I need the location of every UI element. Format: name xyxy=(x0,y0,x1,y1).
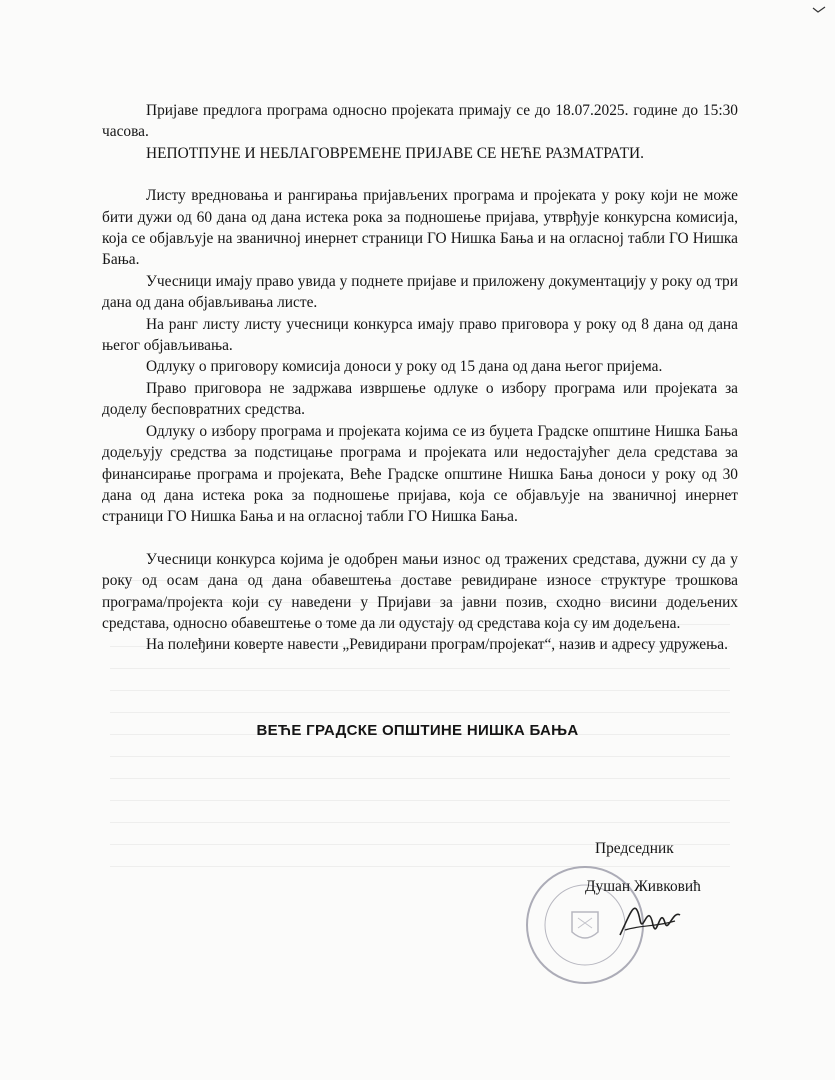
signatory-name: Душан Живковић xyxy=(585,878,701,895)
signatory-title: Председник xyxy=(595,840,674,857)
paragraph-no-suspension: Право приговора не задржава извршење одлуке о избору програма или пројеката за доделу бесповратних средства. xyxy=(102,379,738,419)
corner-mark xyxy=(812,6,826,14)
paragraph-submission-deadline: Пријаве предлога програма односно пројеката примају се до 18.07.2025. године до 15:30 часова. xyxy=(102,102,738,141)
paragraph-inspection-right: Учесници имају право увида у поднете пријаве и приложену документацију у року од три дана од дана објављивања листе. xyxy=(102,272,738,312)
paragraph-objection-right: На ранг листу листу учесници конкурса имају право приговора у року од 8 дана од дана његог објављивања. xyxy=(102,315,738,355)
paragraph-evaluation-list: Листу вредновања и рангирања пријављених програма и пројеката у року који не може бити дужи од 60 дана од дана истека рока за подношење пријава, утврђује конкурсна комисија, која се објављује на званичној инернет страници ГО Нишка Бања и на огласној табли ГО Нишка Бања. xyxy=(102,187,738,269)
paragraph-reduced-amount: Учесници конкурса којима је одобрен мањи износ од тражених средстава, дужни су да у року од осам дана од дана обавештења доставе ревидиране износе структуре трошкова програма/пројекта који су наведени у Пријави за јавни позив, сходно висини додељених средстава, односно обавештење о томе да ли одустају од средстава која су им додељена. xyxy=(102,550,738,632)
paragraph-incomplete-warning: НЕПОТПУНЕ И НЕБЛАГОВРЕМЕНЕ ПРИЈАВЕ СЕ НЕЋЕ РАЗМАТРАТИ. xyxy=(146,144,644,162)
paragraph-envelope-note: На полеђини коверте навести „Ревидирани програм/пројекат“, назив и адресу удружења. xyxy=(146,636,728,654)
document-body xyxy=(102,100,738,656)
council-heading: ВЕЋЕ ГРАДСКЕ ОПШТИНЕ НИШКА БАЊА xyxy=(256,722,579,739)
paragraph-funding-decision: Одлуку о избору програма и пројеката којима се из буџета Градске општине Нишка Бања додељују средства за подстицање програма и пројеката или недостајућег дела средстава за финансирање програма и пројеката, Веће Градске општине Нишка Бања доноси у року од 30 дана од дана истека рока за подношење пријава, која се објављује на званичној инернет страници ГО Нишка Бања и на огласној табли ГО Нишка Бања. xyxy=(102,422,738,526)
paragraph-objection-decision: Одлуку о приговору комисија доноси у року од 15 дана од дана његог пријема. xyxy=(146,358,663,376)
